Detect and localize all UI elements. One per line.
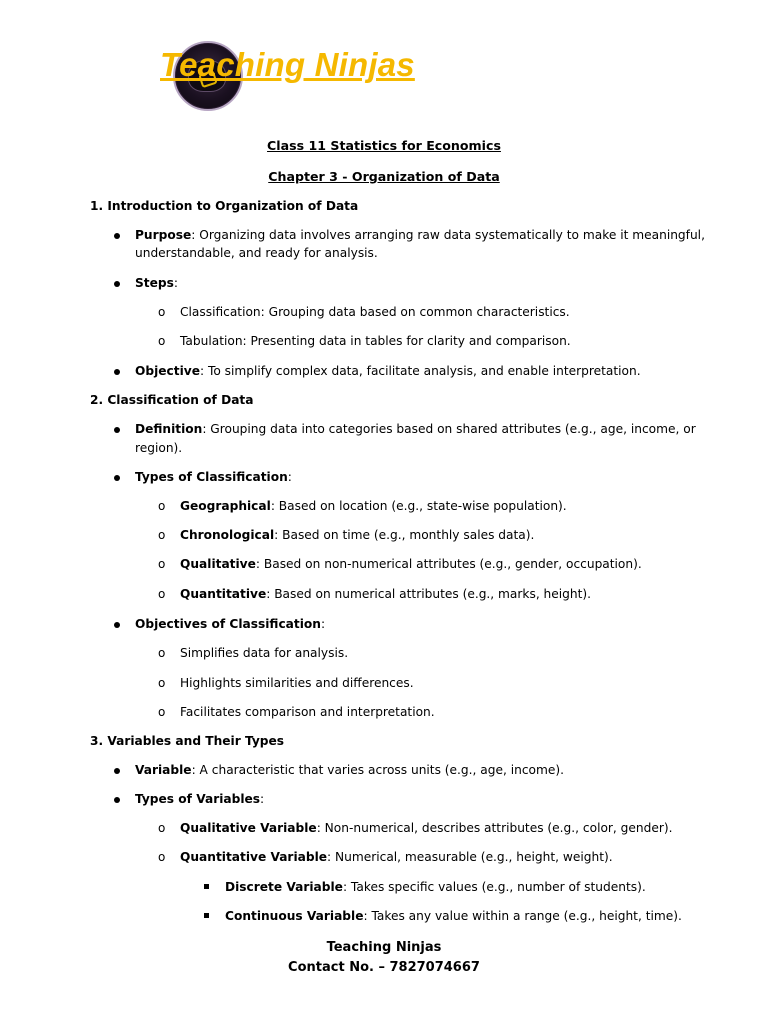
bullet-icon	[114, 797, 120, 803]
document-title: Class 11 Statistics for Economics	[267, 138, 501, 153]
section-heading-3: 3. Variables and Their Types	[90, 734, 285, 748]
circle-bullet-icon: o	[158, 557, 166, 571]
circle-bullet-icon: o	[158, 587, 166, 601]
circle-bullet-icon: o	[158, 646, 166, 660]
step-item: Classification: Grouping data based on common characteristics.	[180, 305, 570, 319]
square-bullet-icon	[204, 884, 209, 889]
step-item: Tabulation: Presenting data in tables for clarity and comparison.	[180, 334, 571, 348]
circle-bullet-icon: o	[158, 499, 166, 513]
qualitative-variable-item: Qualitative Variable: Non-numerical, describes attributes (e.g., color, gender).	[180, 821, 673, 835]
footer-brand: Teaching Ninjas	[326, 940, 442, 955]
objective-item: Simplifies data for analysis.	[180, 646, 349, 660]
definition-line-2: region).	[135, 441, 183, 455]
chapter-title: Chapter 3 - Organization of Data	[268, 169, 500, 184]
discrete-variable-item: Discrete Variable: Takes specific values (e.g., number of students).	[225, 880, 646, 894]
circle-bullet-icon: o	[158, 821, 166, 835]
variable-line: Variable: A characteristic that varies across units (e.g., age, income).	[135, 763, 565, 777]
square-bullet-icon	[204, 913, 209, 918]
circle-bullet-icon: o	[158, 705, 166, 719]
brand-title: Teaching Ninjas	[160, 46, 415, 83]
purpose-line: Purpose: Organizing data involves arranging raw data systematically to make it meaningful,	[135, 228, 705, 242]
steps-label: Steps:	[135, 276, 178, 290]
circle-bullet-icon: o	[158, 305, 166, 319]
circle-bullet-icon: o	[158, 334, 166, 348]
classification-type-item: Chronological: Based on time (e.g., monthly sales data).	[180, 528, 535, 542]
objective-item: Facilitates comparison and interpretation.	[180, 705, 435, 719]
bullet-icon	[114, 281, 120, 287]
purpose-line-2: understandable, and ready for analysis.	[135, 246, 378, 260]
types-of-classification-label: Types of Classification:	[135, 470, 292, 484]
objective-line: Objective: To simplify complex data, facilitate analysis, and enable interpretation.	[135, 364, 641, 378]
quantitative-variable-item: Quantitative Variable: Numerical, measurable (e.g., height, weight).	[180, 850, 613, 864]
footer-contact: Contact No. – 7827074667	[288, 960, 480, 975]
classification-type-item: Geographical: Based on location (e.g., state-wise population).	[180, 499, 567, 513]
classification-type-item: Qualitative: Based on non-numerical attributes (e.g., gender, occupation).	[180, 557, 642, 571]
types-of-variables-label: Types of Variables:	[135, 792, 265, 806]
section-heading-2: 2. Classification of Data	[90, 393, 254, 407]
bullet-icon	[114, 369, 120, 375]
bullet-icon	[114, 427, 120, 433]
objectives-of-classification-label: Objectives of Classification:	[135, 617, 326, 631]
definition-line: Definition: Grouping data into categories based on shared attributes (e.g., age, income, or	[135, 422, 696, 436]
bullet-icon	[114, 622, 120, 628]
circle-bullet-icon: o	[158, 528, 166, 542]
continuous-variable-item: Continuous Variable: Takes any value within a range (e.g., height, time).	[225, 909, 682, 923]
bullet-icon	[114, 475, 120, 481]
objective-item: Highlights similarities and differences.	[180, 676, 414, 690]
bullet-icon	[114, 768, 120, 774]
circle-bullet-icon: o	[158, 676, 166, 690]
circle-bullet-icon: o	[158, 850, 166, 864]
classification-type-item: Quantitative: Based on numerical attributes (e.g., marks, height).	[180, 587, 592, 601]
bullet-icon	[114, 233, 120, 239]
section-heading-1: 1. Introduction to Organization of Data	[90, 199, 359, 213]
